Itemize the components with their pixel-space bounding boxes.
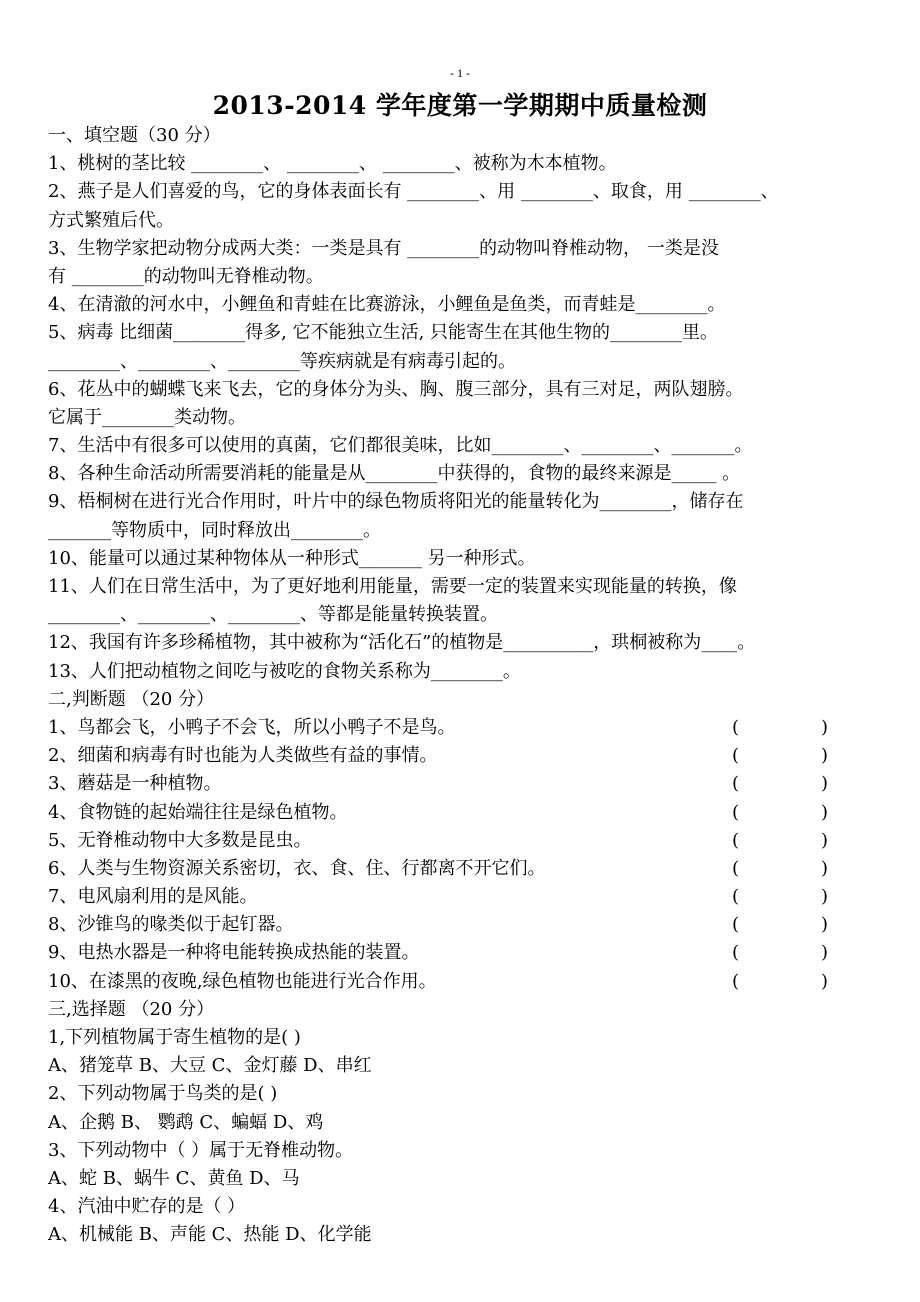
- judge-item: [48, 827, 914, 855]
- choice-line: A、蛇 B、蜗牛 C、黄鱼 D、马: [48, 1167, 300, 1189]
- judge-item-text: 2、细菌和病毒有时也能为人类做些有益的事情。: [48, 745, 438, 767]
- judge-item: [48, 883, 914, 911]
- paren-close: ): [820, 857, 828, 879]
- exam-title: 2013-2014 学年度第一学期期中质量检测: [212, 91, 708, 120]
- true-false-section: [48, 714, 914, 996]
- judge-item: [48, 714, 914, 742]
- judge-item: [48, 855, 914, 883]
- judge-item-text: 1、鸟都会飞，小鸭子不会飞，所以小鸭子不是鸟。: [48, 716, 456, 738]
- choice-line: 4、汽油中贮存的是（ ）: [48, 1196, 246, 1218]
- paren-open: (: [732, 970, 740, 992]
- fill-blank-line: 有 ________的动物叫无脊椎动物。: [48, 265, 324, 287]
- fill-blank-line: 11、人们在日常生活中，为了更好地利用能量，需要一定的装置来实现能量的转换，像: [48, 576, 737, 597]
- answer-blank: [732, 939, 828, 967]
- judge-item-text: 3、蘑菇是一种植物。: [48, 773, 222, 795]
- paren-open: (: [732, 716, 740, 738]
- judge-item-text: 10、在漆黑的夜晚,绿色植物也能进行光合作用。: [48, 970, 437, 992]
- choice-line: A、企鹅 B、 鹦鹉 C、蝙蝠 D、鸡: [48, 1111, 324, 1133]
- fill-blank-line: ________、________、________、等都是能量转换装置。: [48, 604, 498, 626]
- answer-blank: [732, 968, 828, 996]
- judge-item-text: 7、电风扇利用的是风能。: [48, 886, 258, 908]
- paren-open: (: [732, 801, 740, 823]
- section-heading-true-false: 二,判断题 （20 分）: [48, 688, 215, 710]
- judge-item: [48, 742, 914, 770]
- multiple-choice-section: [48, 1024, 914, 1250]
- choice-line: 3、下列动物中（ ）属于无脊椎动物。: [48, 1139, 354, 1161]
- answer-blank: [732, 911, 828, 939]
- paren-open: (: [732, 773, 740, 795]
- answer-blank: [732, 770, 828, 798]
- judge-item-text: 6、人类与生物资源关系密切，衣、食、住、行都离不开它们。: [48, 857, 546, 879]
- paren-close: ): [820, 773, 828, 795]
- paren-close: ): [820, 942, 828, 964]
- judge-item-text: 9、电热水器是一种将电能转换成热能的装置。: [48, 942, 420, 964]
- section-heading-fill-blank: 一、填空题（30 分）: [48, 125, 221, 146]
- answer-blank: [732, 883, 828, 911]
- paren-open: (: [732, 745, 740, 767]
- fill-blank-line: 8、各种生命活动所需要消耗的能量是从________中获得的，食物的最终来源是_____ 。: [48, 463, 741, 485]
- fill-blank-line: 3、生物学家把动物分成两大类：一类是具有 ________的动物叫脊椎动物， 一类是没: [48, 237, 719, 259]
- paren-close: ): [820, 716, 828, 738]
- judge-item-text: 4、食物链的起始端往往是绿色植物。: [48, 801, 348, 823]
- fill-blank-line: 5、病毒 比细菌________得多, 它不能独立生活, 只能寄生在其他生物的________里。: [48, 322, 719, 344]
- judge-item-text: 8、沙锥鸟的喙类似于起钉器。: [48, 914, 294, 936]
- fill-blank-line: 13、人们把动植物之间吃与被吃的食物关系称为________。: [48, 660, 521, 682]
- choice-line: 2、下列动物属于鸟类的是( ): [48, 1083, 278, 1105]
- answer-blank: [732, 855, 828, 883]
- paren-close: ): [820, 914, 828, 936]
- answer-blank: [732, 799, 828, 827]
- fill-blank-line: _______等物质中，同时释放出________。: [48, 519, 381, 541]
- answer-blank: [732, 827, 828, 855]
- paren-close: ): [820, 970, 828, 992]
- judge-item-text: 5、无脊椎动物中大多数是昆虫。: [48, 829, 312, 851]
- paren-close: ): [820, 745, 828, 767]
- fill-blank-line: 10、能量可以通过某种物体从一种形式_______ 另一种形式。: [48, 547, 536, 569]
- paren-open: (: [732, 829, 740, 851]
- answer-blank: [732, 714, 828, 742]
- paren-open: (: [732, 914, 740, 936]
- choice-line: 1,下列植物属于寄生植物的是( ): [48, 1027, 301, 1048]
- fill-blank-line: 6、花丛中的蝴蝶飞来飞去，它的身体分为头、胸、腹三部分，具有三对足，两队翅膀。: [48, 378, 744, 400]
- section-heading-multiple-choice: 三,选择题 （20 分）: [48, 998, 215, 1020]
- fill-blank-line: 4、在清澈的河水中，小鲤鱼和青蛙在比赛游泳，小鲤鱼是鱼类，而青蛙是________。: [48, 294, 726, 316]
- judge-item: [48, 939, 914, 967]
- choice-line: A、猪笼草 B、大豆 C、金灯藤 D、串红: [48, 1055, 372, 1077]
- fill-blank-line: 9、梧桐树在进行光合作用时，叶片中的绿色物质将阳光的能量转化为________，储存在: [48, 491, 744, 513]
- judge-item: [48, 911, 914, 939]
- paren-open: (: [732, 886, 740, 908]
- paren-open: (: [732, 942, 740, 964]
- fill-blank-line: 它属于________类动物。: [48, 406, 246, 428]
- fill-blank-line: 方式繁殖后代。: [48, 209, 174, 231]
- judge-item: [48, 770, 914, 798]
- judge-item: [48, 968, 914, 996]
- paren-close: ): [820, 886, 828, 908]
- paren-close: ): [820, 801, 828, 823]
- fill-blank-line: 7、生活中有很多可以使用的真菌，它们都很美味，比如________、________、_______。: [48, 435, 753, 457]
- paren-open: (: [732, 857, 740, 879]
- fill-blank-line: 1、桃树的茎比较 ________、 ________、 ________、被称为木本植物。: [48, 153, 617, 175]
- answer-blank: [732, 742, 828, 770]
- exam-body: [48, 122, 914, 1250]
- judge-item: [48, 799, 914, 827]
- fill-blank-section: [48, 150, 914, 686]
- fill-blank-line: ________、________、________等疾病就是有病毒引起的。: [48, 350, 516, 372]
- choice-line: A、机械能 B、声能 C、热能 D、化学能: [48, 1224, 372, 1246]
- fill-blank-line: 2、燕子是人们喜爱的鸟，它的身体表面长有 ________、用 ________、取食，用 ________、: [48, 181, 779, 203]
- paren-close: ): [820, 829, 828, 851]
- fill-blank-line: 12、我国有许多珍稀植物，其中被称为“活化石”的植物是__________，珙桐被称为____。: [48, 632, 756, 654]
- page-number: - 1 -: [450, 66, 470, 80]
